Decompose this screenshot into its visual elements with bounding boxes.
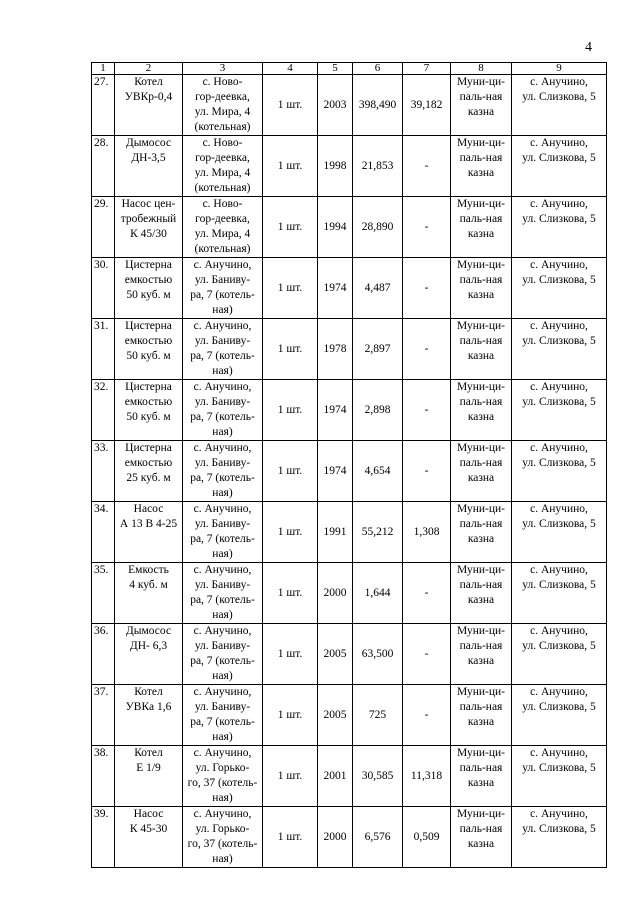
book-value-cell: 6,576 (353, 807, 403, 868)
year-cell: 1991 (318, 502, 353, 563)
table-row (92, 197, 607, 258)
location-cell: с. Анучино, ул. Баниву- ра, 7 (котель- ная) (183, 380, 263, 441)
year-cell: 2001 (318, 746, 353, 807)
residual-value-cell: - (403, 136, 451, 197)
holder-address-cell: с. Анучино, ул. Слизкова, 5 (512, 624, 607, 685)
residual-value-cell: - (403, 319, 451, 380)
residual-value-cell: - (403, 563, 451, 624)
year-cell: 1978 (318, 319, 353, 380)
book-value-cell: 2,897 (353, 319, 403, 380)
table-row (92, 807, 607, 868)
book-value-cell: 30,585 (353, 746, 403, 807)
item-name-cell: Котел УВКа 1,6 (115, 685, 183, 746)
column-header-2: 2 (115, 63, 183, 75)
table-row (92, 502, 607, 563)
quantity-cell: 1 шт. (263, 563, 318, 624)
location-cell: с. Ново- гор-деевка, ул. Мира, 4 (котельная) (183, 75, 263, 136)
residual-value-cell: - (403, 380, 451, 441)
location-cell: с. Анучино, ул. Баниву- ра, 7 (котель- ная) (183, 258, 263, 319)
year-cell: 1994 (318, 197, 353, 258)
table-row (92, 746, 607, 807)
row-number-cell: 35. (92, 563, 115, 624)
location-cell: с. Анучино, ул. Баниву- ра, 7 (котель- ная) (183, 319, 263, 380)
quantity-cell: 1 шт. (263, 807, 318, 868)
holder-address-cell: с. Анучино, ул. Слизкова, 5 (512, 136, 607, 197)
row-number-cell: 30. (92, 258, 115, 319)
book-value-cell: 4,654 (353, 441, 403, 502)
year-cell: 2005 (318, 624, 353, 685)
ownership-cell: Муни-ци- паль-ная казна (451, 502, 512, 563)
holder-address-cell: с. Анучино, ул. Слизкова, 5 (512, 746, 607, 807)
item-name-cell: Дымосос ДН-3,5 (115, 136, 183, 197)
location-cell: с. Анучино, ул. Баниву- ра, 7 (котель- ная) (183, 563, 263, 624)
table-row (92, 319, 607, 380)
year-cell: 1974 (318, 258, 353, 319)
residual-value-cell: - (403, 197, 451, 258)
ownership-cell: Муни-ци- паль-ная казна (451, 624, 512, 685)
item-name-cell: Емкость 4 куб. м (115, 563, 183, 624)
ownership-cell: Муни-ци- паль-ная казна (451, 258, 512, 319)
holder-address-cell: с. Анучино, ул. Слизкова, 5 (512, 75, 607, 136)
location-cell: с. Ново- гор-деевка, ул. Мира, 4 (котельная) (183, 136, 263, 197)
column-header-4: 4 (263, 63, 318, 75)
location-cell: с. Анучино, ул. Баниву- ра, 7 (котель- ная) (183, 624, 263, 685)
year-cell: 2003 (318, 75, 353, 136)
quantity-cell: 1 шт. (263, 136, 318, 197)
holder-address-cell: с. Анучино, ул. Слизкова, 5 (512, 563, 607, 624)
ownership-cell: Муни-ци- паль-ная казна (451, 75, 512, 136)
residual-value-cell: 39,182 (403, 75, 451, 136)
ownership-cell: Муни-ци- паль-ная казна (451, 380, 512, 441)
quantity-cell: 1 шт. (263, 502, 318, 563)
residual-value-cell: - (403, 258, 451, 319)
table-row (92, 685, 607, 746)
location-cell: с. Анучино, ул. Горько- го, 37 (котель- ная) (183, 807, 263, 868)
row-number-cell: 28. (92, 136, 115, 197)
row-number-cell: 38. (92, 746, 115, 807)
item-name-cell: Цистерна емкостью 50 куб. м (115, 319, 183, 380)
row-number-cell: 31. (92, 319, 115, 380)
item-name-cell: Дымосос ДН- 6,3 (115, 624, 183, 685)
item-name-cell: Цистерна емкостью 50 куб. м (115, 380, 183, 441)
ownership-cell: Муни-ци- паль-ная казна (451, 807, 512, 868)
item-name-cell: Насос К 45-30 (115, 807, 183, 868)
quantity-cell: 1 шт. (263, 75, 318, 136)
location-cell: с. Ново- гор-деевка, ул. Мира, 4 (котельная) (183, 197, 263, 258)
residual-value-cell: - (403, 624, 451, 685)
ownership-cell: Муни-ци- паль-ная казна (451, 319, 512, 380)
book-value-cell: 2,898 (353, 380, 403, 441)
ownership-cell: Муни-ци- паль-ная казна (451, 563, 512, 624)
table-row (92, 136, 607, 197)
row-number-cell: 37. (92, 685, 115, 746)
item-name-cell: Цистерна емкостью 50 куб. м (115, 258, 183, 319)
quantity-cell: 1 шт. (263, 441, 318, 502)
table-header-row (92, 63, 607, 75)
book-value-cell: 398,490 (353, 75, 403, 136)
table-row (92, 441, 607, 502)
property-inventory-table (91, 62, 607, 868)
quantity-cell: 1 шт. (263, 624, 318, 685)
item-name-cell: Цистерна емкостью 25 куб. м (115, 441, 183, 502)
year-cell: 1974 (318, 441, 353, 502)
item-name-cell: Насос А 13 В 4-25 (115, 502, 183, 563)
book-value-cell: 55,212 (353, 502, 403, 563)
holder-address-cell: с. Анучино, ул. Слизкова, 5 (512, 258, 607, 319)
table-row (92, 75, 607, 136)
page-number: 4 (585, 40, 592, 55)
location-cell: с. Анучино, ул. Баниву- ра, 7 (котель- ная) (183, 685, 263, 746)
column-header-1: 1 (92, 63, 115, 75)
holder-address-cell: с. Анучино, ул. Слизкова, 5 (512, 197, 607, 258)
book-value-cell: 725 (353, 685, 403, 746)
book-value-cell: 1,644 (353, 563, 403, 624)
item-name-cell: Насос цен- тробежный К 45/30 (115, 197, 183, 258)
year-cell: 2000 (318, 563, 353, 624)
quantity-cell: 1 шт. (263, 746, 318, 807)
residual-value-cell: - (403, 685, 451, 746)
book-value-cell: 21,853 (353, 136, 403, 197)
residual-value-cell: - (403, 441, 451, 502)
column-header-6: 6 (353, 63, 403, 75)
location-cell: с. Анучино, ул. Баниву- ра, 7 (котель- ная) (183, 441, 263, 502)
column-header-8: 8 (451, 63, 512, 75)
location-cell: с. Анучино, ул. Баниву- ра, 7 (котель- ная) (183, 502, 263, 563)
year-cell: 1998 (318, 136, 353, 197)
column-header-9: 9 (512, 63, 607, 75)
year-cell: 1974 (318, 380, 353, 441)
ownership-cell: Муни-ци- паль-ная казна (451, 136, 512, 197)
table-row (92, 258, 607, 319)
book-value-cell: 28,890 (353, 197, 403, 258)
ownership-cell: Муни-ци- паль-ная казна (451, 746, 512, 807)
quantity-cell: 1 шт. (263, 319, 318, 380)
holder-address-cell: с. Анучино, ул. Слизкова, 5 (512, 502, 607, 563)
table-row (92, 563, 607, 624)
table-body (92, 63, 607, 868)
residual-value-cell: 11,318 (403, 746, 451, 807)
quantity-cell: 1 шт. (263, 197, 318, 258)
holder-address-cell: с. Анучино, ул. Слизкова, 5 (512, 807, 607, 868)
residual-value-cell: 1,308 (403, 502, 451, 563)
column-header-3: 3 (183, 63, 263, 75)
book-value-cell: 4,487 (353, 258, 403, 319)
row-number-cell: 29. (92, 197, 115, 258)
holder-address-cell: с. Анучино, ул. Слизкова, 5 (512, 685, 607, 746)
ownership-cell: Муни-ци- паль-ная казна (451, 441, 512, 502)
quantity-cell: 1 шт. (263, 258, 318, 319)
year-cell: 2005 (318, 685, 353, 746)
row-number-cell: 39. (92, 807, 115, 868)
quantity-cell: 1 шт. (263, 685, 318, 746)
book-value-cell: 63,500 (353, 624, 403, 685)
location-cell: с. Анучино, ул. Горько- го, 37 (котель- ная) (183, 746, 263, 807)
column-header-7: 7 (403, 63, 451, 75)
item-name-cell: Котел УВКр-0,4 (115, 75, 183, 136)
row-number-cell: 36. (92, 624, 115, 685)
table-row (92, 624, 607, 685)
holder-address-cell: с. Анучино, ул. Слизкова, 5 (512, 380, 607, 441)
quantity-cell: 1 шт. (263, 380, 318, 441)
row-number-cell: 27. (92, 75, 115, 136)
holder-address-cell: с. Анучино, ул. Слизкова, 5 (512, 319, 607, 380)
item-name-cell: Котел Е 1/9 (115, 746, 183, 807)
ownership-cell: Муни-ци- паль-ная казна (451, 197, 512, 258)
column-header-5: 5 (318, 63, 353, 75)
row-number-cell: 32. (92, 380, 115, 441)
holder-address-cell: с. Анучино, ул. Слизкова, 5 (512, 441, 607, 502)
year-cell: 2000 (318, 807, 353, 868)
residual-value-cell: 0,509 (403, 807, 451, 868)
table-row (92, 380, 607, 441)
row-number-cell: 34. (92, 502, 115, 563)
ownership-cell: Муни-ци- паль-ная казна (451, 685, 512, 746)
row-number-cell: 33. (92, 441, 115, 502)
